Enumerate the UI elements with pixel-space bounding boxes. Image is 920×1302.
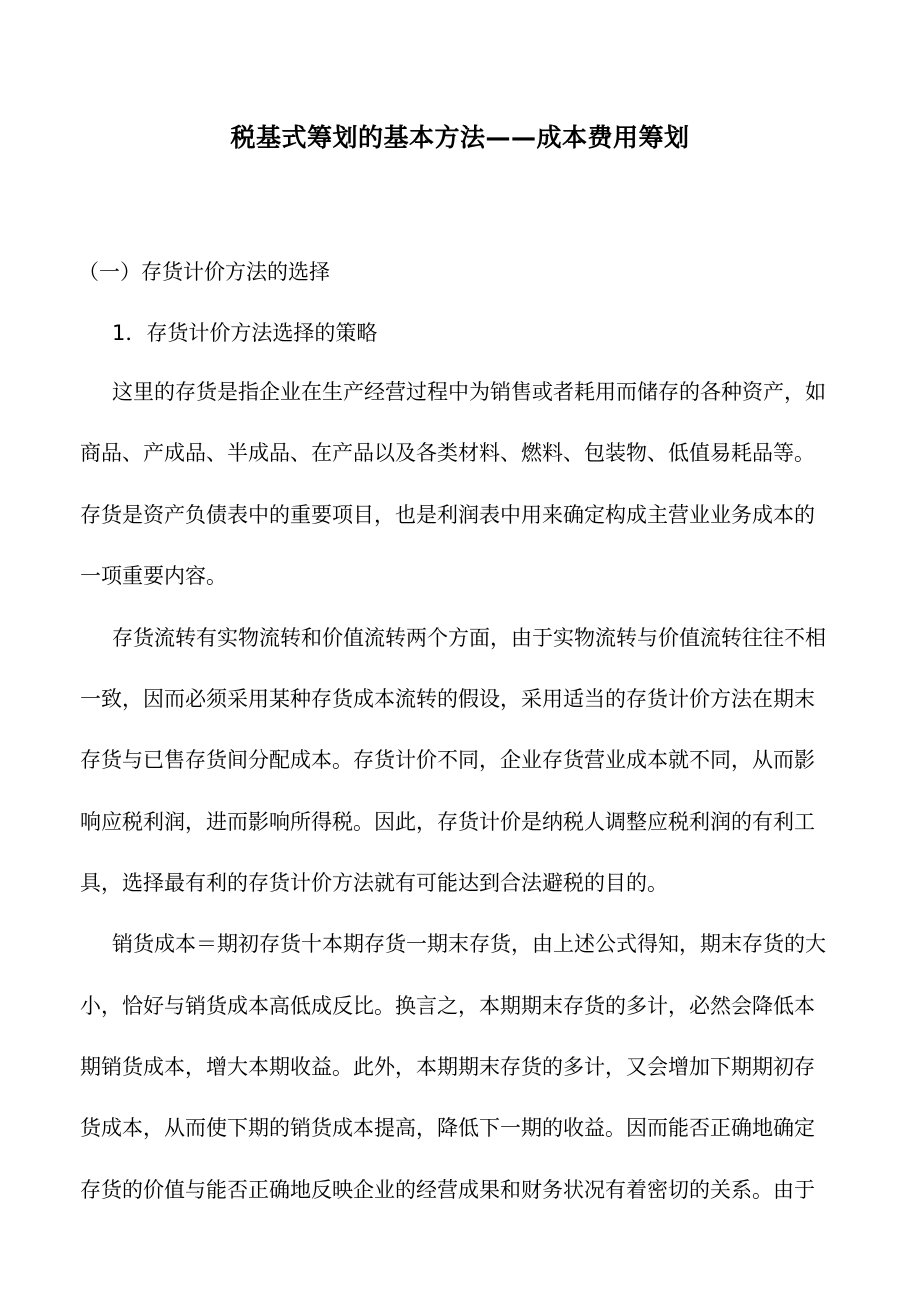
text-line: 存货流转有实物流转和价值流转两个方面，由于实物流转与价值流转往往不相 bbox=[112, 626, 826, 650]
section-heading: （一）存货计价方法的选择 bbox=[78, 260, 330, 284]
text-line: 存货的价值与能否正确地反映企业的经营成果和财务状况有着密切的关系。由于 bbox=[80, 1178, 815, 1202]
text-line: 期销货成本，增大本期收益。此外，本期期末存货的多计，又会增加下期期初存 bbox=[80, 1055, 815, 1079]
text-line: 小，恰好与销货成本高低成反比。换言之，本期期末存货的多计，必然会降低本 bbox=[80, 994, 815, 1018]
text-line: 货成本，从而使下期的销货成本提高，降低下一期的收益。因而能否正确地确定 bbox=[80, 1116, 815, 1140]
text-line: 一致，因而必须采用某种存货成本流转的假设，采用适当的存货计价方法在期末 bbox=[80, 687, 815, 711]
text-line: 销货成本＝期初存货十本期存货一期末存货，由上述公式得知，期末存货的大 bbox=[112, 932, 826, 956]
document-title: 税基式筹划的基本方法——成本费用筹划 bbox=[230, 123, 690, 152]
subsection-heading: 1．存货计价方法选择的策略 bbox=[112, 321, 378, 345]
text-line: 存货是资产负债表中的重要项目，也是利润表中用来确定构成主营业业务成本的 bbox=[80, 503, 815, 527]
text-line: 具，选择最有利的存货计价方法就有可能达到合法避税的目的。 bbox=[80, 871, 668, 895]
text-line: 这里的存货是指企业在生产经营过程中为销售或者耗用而储存的各种资产，如 bbox=[112, 380, 826, 404]
text-line: 商品、产成品、半成品、在产品以及各类材料、燃料、包装物、低值易耗品等。 bbox=[80, 441, 815, 465]
text-line: 存货与已售存货间分配成本。存货计价不同，企业存货营业成本就不同，从而影 bbox=[80, 748, 815, 772]
text-line: 响应税利润，进而影响所得税。因此，存货计价是纳税人调整应税利润的有利工 bbox=[80, 810, 815, 834]
text-line: 一项重要内容。 bbox=[80, 564, 227, 588]
